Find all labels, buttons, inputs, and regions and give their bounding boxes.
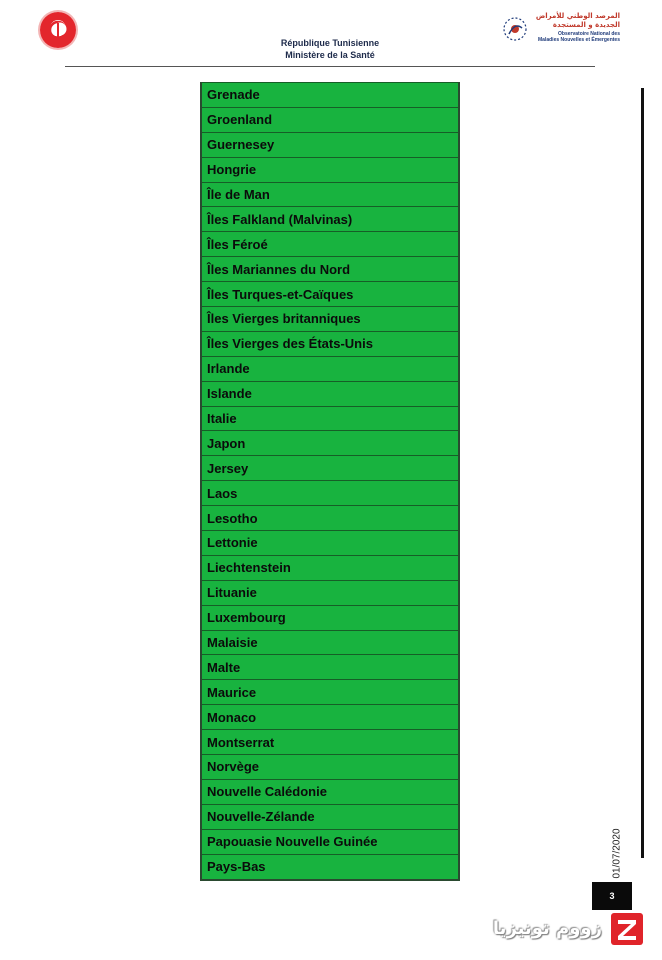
table-row: Hongrie xyxy=(202,157,458,182)
page-header xyxy=(0,0,662,70)
date-container xyxy=(610,820,624,890)
ministry-logo xyxy=(40,12,76,48)
table-row: Îles Vierges britanniques xyxy=(202,306,458,331)
table-row: Îles Vierges des États-Unis xyxy=(202,331,458,356)
table-row: Lesotho xyxy=(202,505,458,530)
table-row: Papouasie Nouvelle Guinée xyxy=(202,829,458,854)
observatory-french-name xyxy=(522,31,620,43)
table-row: Malaisie xyxy=(202,630,458,655)
country-name: République Tunisienne xyxy=(280,38,380,48)
observatory-arabic-line-2: الجديدة و المستجدة xyxy=(552,21,620,29)
watermark-text: زووم تونيزيا xyxy=(492,918,602,939)
observatory-french-line-2: Maladies Nouvelles et Émergentes xyxy=(538,37,620,43)
table-row: Nouvelle Calédonie xyxy=(202,779,458,804)
table-row: Irlande xyxy=(202,356,458,381)
table-row: Norvège xyxy=(202,754,458,779)
country-list-table xyxy=(200,82,460,881)
table-row: Pays-Bas xyxy=(202,854,458,879)
table-row: Îles Falkland (Malvinas) xyxy=(202,206,458,231)
table-row: Monaco xyxy=(202,704,458,729)
table-row: Grenade xyxy=(202,82,458,107)
observatory-logo xyxy=(500,12,620,48)
header-divider xyxy=(65,66,595,67)
table-row: Nouvelle-Zélande xyxy=(202,804,458,829)
table-row: Luxembourg xyxy=(202,605,458,630)
table-row: Groenland xyxy=(202,107,458,132)
table-row: Lituanie xyxy=(202,580,458,605)
ministry-name: Ministère de la Santé xyxy=(285,50,375,60)
table-row: Lettonie xyxy=(202,530,458,555)
page-number: 3 xyxy=(592,882,632,910)
table-row: Guernesey xyxy=(202,132,458,157)
table-row: Laos xyxy=(202,480,458,505)
z-logo-icon xyxy=(610,912,644,946)
table-row: Islande xyxy=(202,381,458,406)
table-row: Jersey xyxy=(202,455,458,480)
table-row: Île de Man xyxy=(202,182,458,207)
table-row: Îles Turques-et-Caïques xyxy=(202,281,458,306)
document-date: 01/07/2020 xyxy=(611,828,623,879)
table-row: Îles Mariannes du Nord xyxy=(202,256,458,281)
observatory-arabic-line-1: المرصد الوطني للأمراض xyxy=(535,12,620,20)
observatory-arabic-name xyxy=(534,12,620,30)
table-row: Montserrat xyxy=(202,729,458,754)
table-row: Japon xyxy=(202,430,458,455)
table-row: Malte xyxy=(202,654,458,679)
anchor-crescent-icon xyxy=(40,12,76,48)
watermark xyxy=(490,910,650,950)
table-row: Maurice xyxy=(202,679,458,704)
observatory-french-line-1: Observatoire National des xyxy=(558,31,620,37)
table-row: Îles Féroé xyxy=(202,231,458,256)
header-title xyxy=(200,37,460,61)
table-row: Italie xyxy=(202,406,458,431)
table-row: Liechtenstein xyxy=(202,555,458,580)
side-rule xyxy=(641,88,644,858)
